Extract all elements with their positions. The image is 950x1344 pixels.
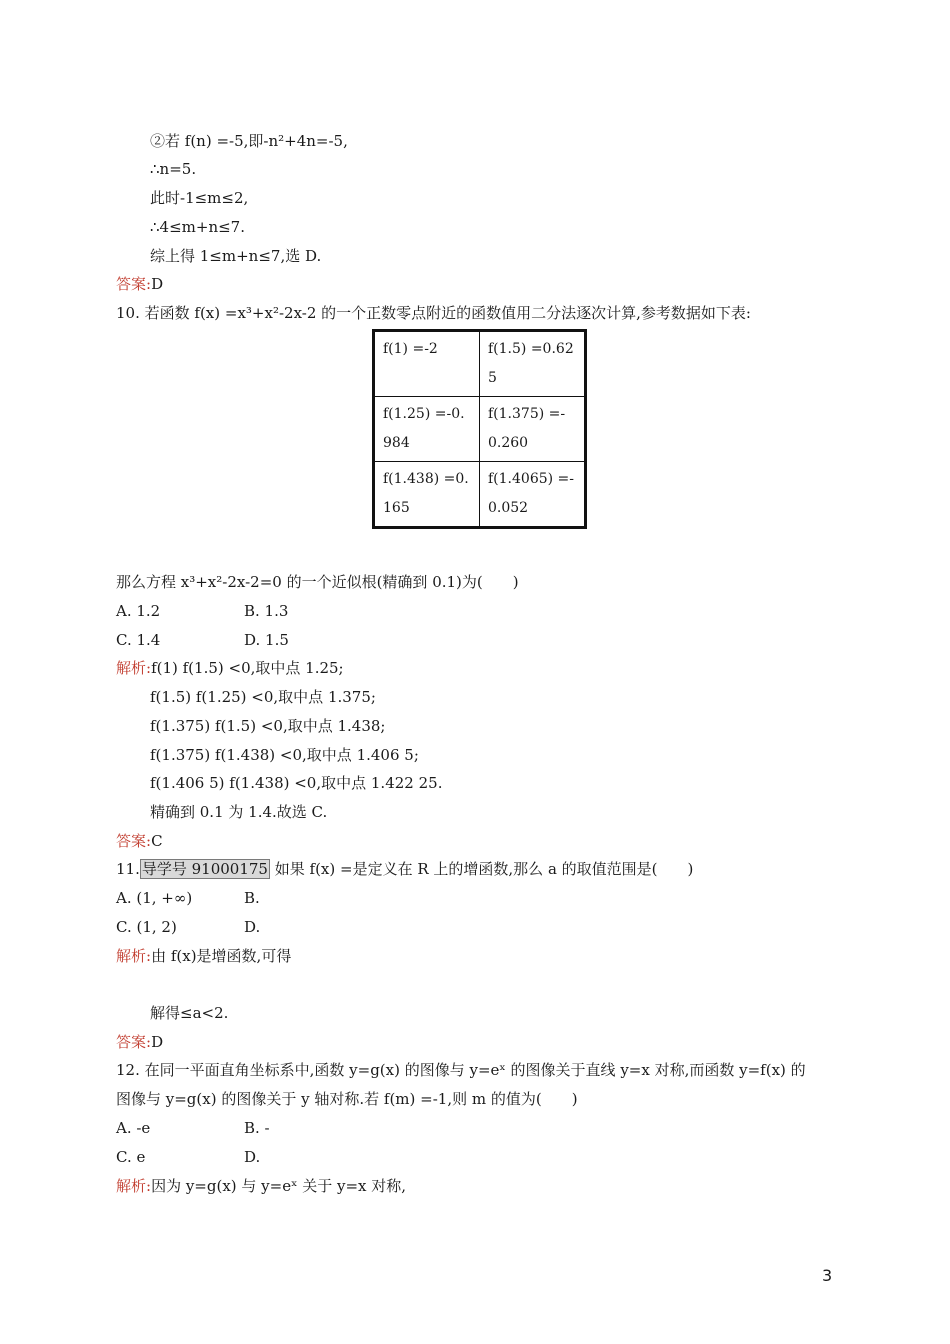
page-number: 3 <box>822 1266 833 1285</box>
analysis-line: f(1.375) f(1.5) <0,取中点 1.438; <box>150 717 386 735</box>
option-d: D. <box>244 918 261 936</box>
table-cell: f(1.438) =0.165 <box>374 462 480 528</box>
table-cell: f(1.25) =-0.984 <box>374 397 480 462</box>
table-cell: f(1) =-2 <box>374 331 480 397</box>
analysis-line <box>116 1176 406 1196</box>
answer-value: D <box>151 1033 164 1051</box>
question-stem <box>116 859 693 879</box>
option-b: B. <box>244 889 260 907</box>
question-stem: 图像与 y=g(x) 的图像关于 y 轴对称.若 f(m) =-1,则 m 的值为( ) <box>116 1090 578 1108</box>
question-number: 11. <box>116 860 140 878</box>
solution-line: ②若 f(n) =-5,即-n²+4n=-5, <box>150 132 348 150</box>
table-row <box>374 397 586 462</box>
option-c: C. 1.4 <box>116 631 161 649</box>
analysis-line <box>116 658 344 678</box>
analysis-label: 解析: <box>116 659 152 677</box>
answer-line <box>116 831 163 851</box>
option-a: A. (1, +∞) <box>116 889 193 907</box>
analysis-line: f(1.375) f(1.438) <0,取中点 1.406 5; <box>150 746 419 764</box>
table-row <box>374 331 586 397</box>
analysis-text: 因为 y=g(x) 与 y=eˣ 关于 y=x 对称, <box>151 1177 407 1195</box>
table-cell: f(1.375) =-0.260 <box>480 397 586 462</box>
analysis-text: 由 f(x)是增函数,可得 <box>151 947 292 965</box>
question-text: 如果 f(x) =是定义在 R 上的增函数,那么 a 的取值范围是( ) <box>269 860 694 878</box>
answer-label: 答案: <box>116 275 152 293</box>
analysis-text: f(1) f(1.5) <0,取中点 1.25; <box>151 659 344 677</box>
table-cell: f(1.4065) =-0.052 <box>480 462 586 528</box>
option-a: A. -e <box>116 1119 151 1137</box>
analysis-line: f(1.5) f(1.25) <0,取中点 1.375; <box>150 688 376 706</box>
solution-line: 此时-1≤m≤2, <box>150 189 249 207</box>
guide-number-tag[interactable]: 导学号 91000175 <box>141 860 268 878</box>
analysis-label: 解析: <box>116 1177 152 1195</box>
answer-line <box>116 274 163 294</box>
analysis-line <box>116 946 291 966</box>
solution-line: ∴4≤m+n≤7. <box>150 218 245 236</box>
option-d: D. 1.5 <box>244 631 289 649</box>
option-c: C. e <box>116 1148 146 1166</box>
solution-line: ∴n=5. <box>150 160 197 178</box>
table-row <box>374 462 586 528</box>
question-stem: 12. 在同一平面直角坐标系中,函数 y=g(x) 的图像与 y=eˣ 的图像关于直线 y=x 对称,而函数 y=f(x) 的 <box>116 1061 806 1079</box>
data-table <box>372 329 587 529</box>
option-a: A. 1.2 <box>116 602 161 620</box>
answer-label: 答案: <box>116 832 152 850</box>
analysis-line: f(1.406 5) f(1.438) <0,取中点 1.422 25. <box>150 774 443 792</box>
table-cell: f(1.5) =0.625 <box>480 331 586 397</box>
solution-line: 综上得 1≤m+n≤7,选 D. <box>150 247 322 265</box>
option-d: D. <box>244 1148 261 1166</box>
analysis-label: 解析: <box>116 947 152 965</box>
option-c: C. (1, 2) <box>116 918 177 936</box>
question-stem: 10. 若函数 f(x) =x³+x²-2x-2 的一个正数零点附近的函数值用二分法逐次计算,参考数据如下表: <box>116 304 751 322</box>
answer-line <box>116 1032 163 1052</box>
analysis-line: 精确到 0.1 为 1.4.故选 C. <box>150 803 328 821</box>
answer-value: D <box>151 275 164 293</box>
option-b: B. - <box>244 1119 270 1137</box>
option-b: B. 1.3 <box>244 602 289 620</box>
analysis-line: 解得≤a<2. <box>150 1004 229 1022</box>
answer-label: 答案: <box>116 1033 152 1051</box>
answer-value: C <box>151 832 163 850</box>
question-text: 那么方程 x³+x²-2x-2=0 的一个近似根(精确到 0.1)为( ) <box>116 573 519 591</box>
